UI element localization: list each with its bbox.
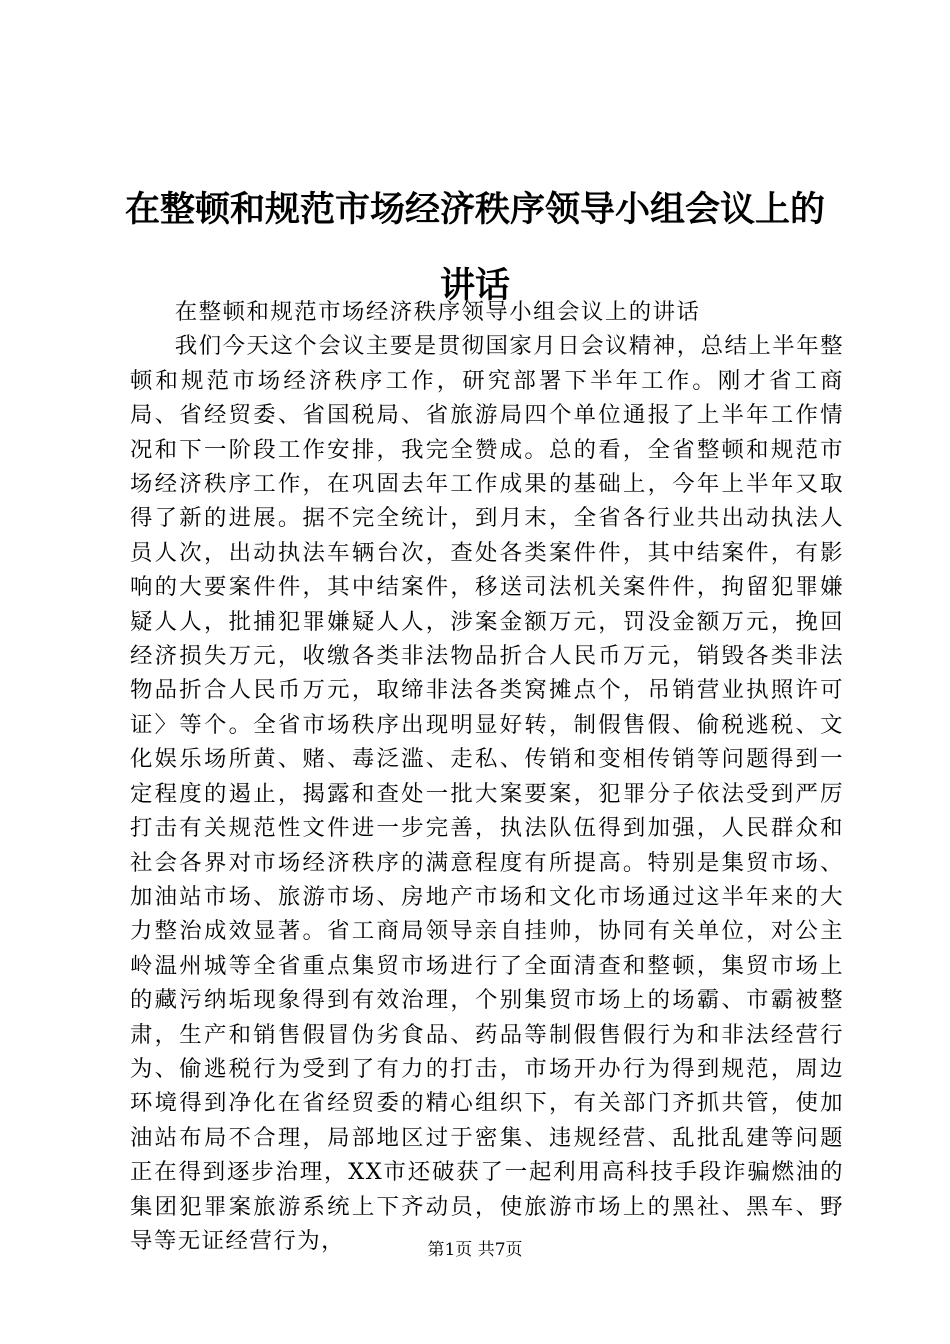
document-subtitle: 在整顿和规范市场经济秩序领导小组会议上的讲话	[174, 299, 701, 325]
body-paragraph: 我们今天这个会议主要是贯彻国家月日会议精神，总结上半年整顿和规范市场经济秩序工作，研究部署下半年工作。刚才省工商局、省经贸委、省国税局、省旅游局四个单位通报了上半年工作情况和下一阶段工作安排，我完全赞成。总的看，全省整顿和规范市场经济秩序工作，在巩固去年工作成果的基础上，今年上半年又取得了新的进展。据不完全统计，到月末，全省各行业共出动执法人员人次，出动执法车辆台次，查处各类案件件，其中结案件，有影响的大要案件件，其中结案件，移送司法机关案件件，拘留犯罪嫌疑人人，批捕犯罪嫌疑人人，涉案金额万元，罚没金额万元，挽回经济损失万元，收缴各类非法物品折合人民币万元，销毁各类非法物品折合人民币万元，取缔非法各类窝摊点个，吊销营业执照许可证〉等个。全省市场秩序出现明显好转，制假售假、偷税逃税、文化娱乐场所黄、赌、毒泛滥、走私、传销和变相传销等问题得到一定程度的遏止，揭露和查处一批大案要案，犯罪分子依法受到严厉打击有关规范性文件进一步完善，执法队伍得到加强，人民群众和社会各界对市场经济秩序的满意程度有所提高。特别是集贸市场、加油站市场、旅游市场、房地产市场和文化市场通过这半年来的大力整治成效显著。省工商局领导亲自挂帅，协同有关单位，对公主岭温州城等全省重点集贸市场进行了全面清查和整顿，集贸市场上的藏污纳垢现象得到有效治理，个别集贸市场上的场霸、市霸被整肃，生产和销售假冒伪劣食品、药品等制假售假行为和非法经营行为、偷逃税行为受到了有力的打击，市场开办行为得到规范，周边环境得到净化在省经贸委的精心组织下，有关部门齐抓共管，使加油站布局不合理，局部地区过于密集、违规经营、乱批乱建等问题正在得到逐步治理，XX市还破获了一起利用高科技手段诈骗燃油的集团犯罪案旅游系统上下齐动员，使旅游市场上的黑社、黑车、野导等无证经营行为，	[130, 333, 844, 1254]
page-footer: 第1页 共7页	[427, 1240, 523, 1260]
document-title: 在整顿和规范市场经济秩序领导小组会议上的讲话	[124, 190, 825, 306]
document-body	[130, 295, 844, 1258]
